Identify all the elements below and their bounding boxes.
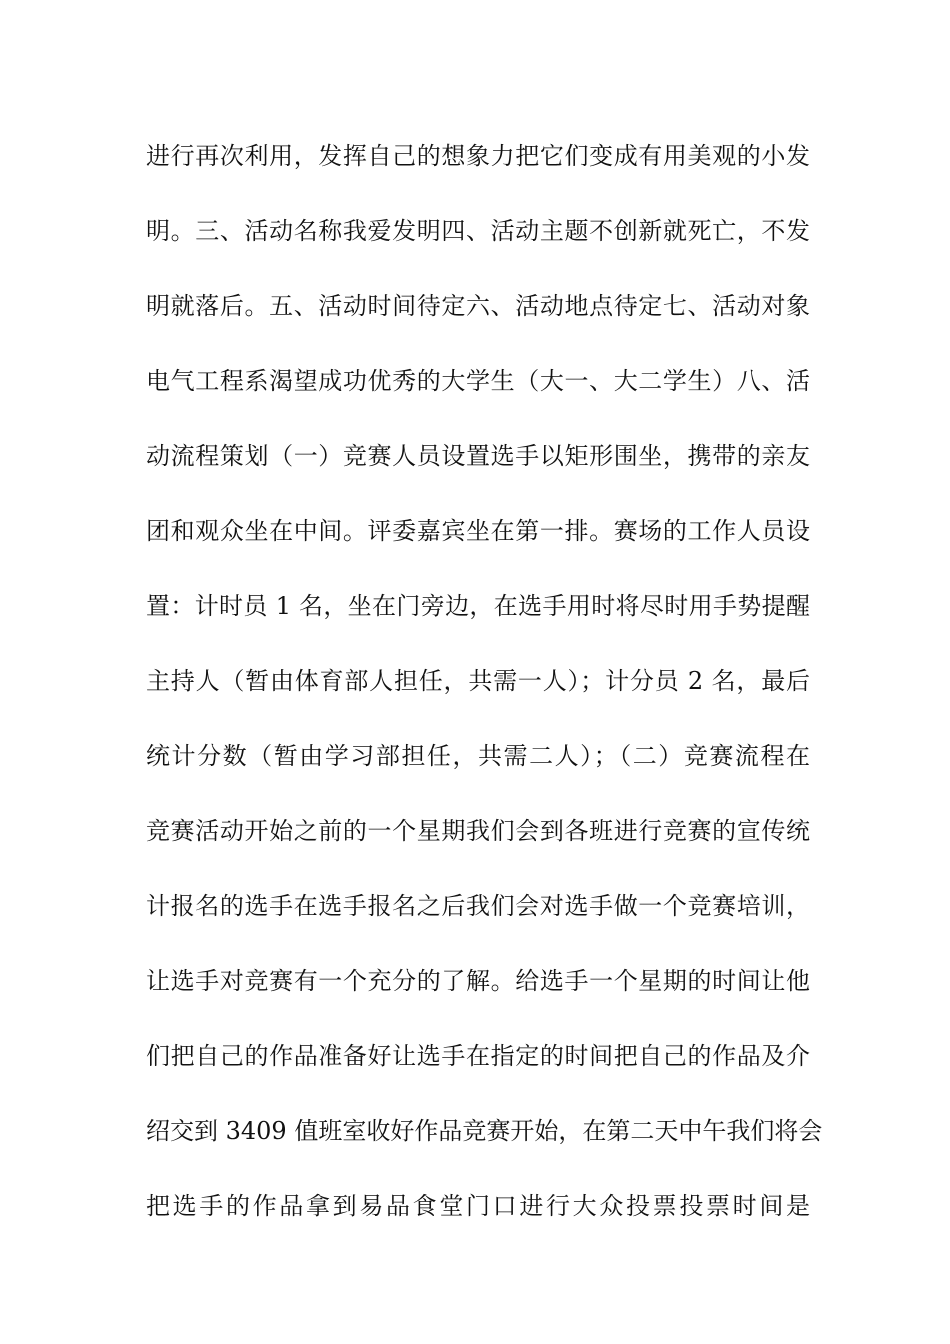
text-line: 竞赛活动开始之前的一个星期我们会到各班进行竞赛的宣传统 [146, 817, 810, 845]
text-line: 绍交到 3409 值班室收好作品竞赛开始，在第二天中午我们将会 [146, 1117, 823, 1145]
text-line: 团和观众坐在中间。评委嘉宾坐在第一排。赛场的工作人员设 [146, 517, 810, 545]
text-line: 们把自己的作品准备好让选手在指定的时间把自己的作品及介 [146, 1042, 810, 1070]
text-line: 把选手的作品拿到易品食堂门口进行大众投票投票时间是 [146, 1192, 810, 1220]
text-line: 明。三、活动名称我爱发明四、活动主题不创新就死亡，不发 [146, 217, 810, 245]
text-line: 统计分数（暂由学习部担任，共需二人）；（二）竞赛流程在 [146, 742, 810, 770]
text-line: 动流程策划（一）竞赛人员设置选手以矩形围坐，携带的亲友 [146, 442, 810, 470]
text-line: 电气工程系渴望成功优秀的大学生（大一、大二学生）八、活 [146, 367, 810, 395]
text-line: 明就落后。五、活动时间待定六、活动地点待定七、活动对象 [146, 292, 810, 320]
text-line: 进行再次利用，发挥自己的想象力把它们变成有用美观的小发 [146, 142, 810, 170]
text-line: 置：计时员 1 名，坐在门旁边，在选手用时将尽时用手势提醒 [146, 592, 810, 620]
text-line: 让选手对竞赛有一个充分的了解。给选手一个星期的时间让他 [146, 967, 810, 995]
text-line: 主持人（暂由体育部人担任，共需一人）；计分员 2 名，最后 [146, 667, 810, 695]
text-line: 计报名的选手在选手报名之后我们会对选手做一个竞赛培训， [146, 892, 810, 920]
body-text [146, 132, 823, 1257]
